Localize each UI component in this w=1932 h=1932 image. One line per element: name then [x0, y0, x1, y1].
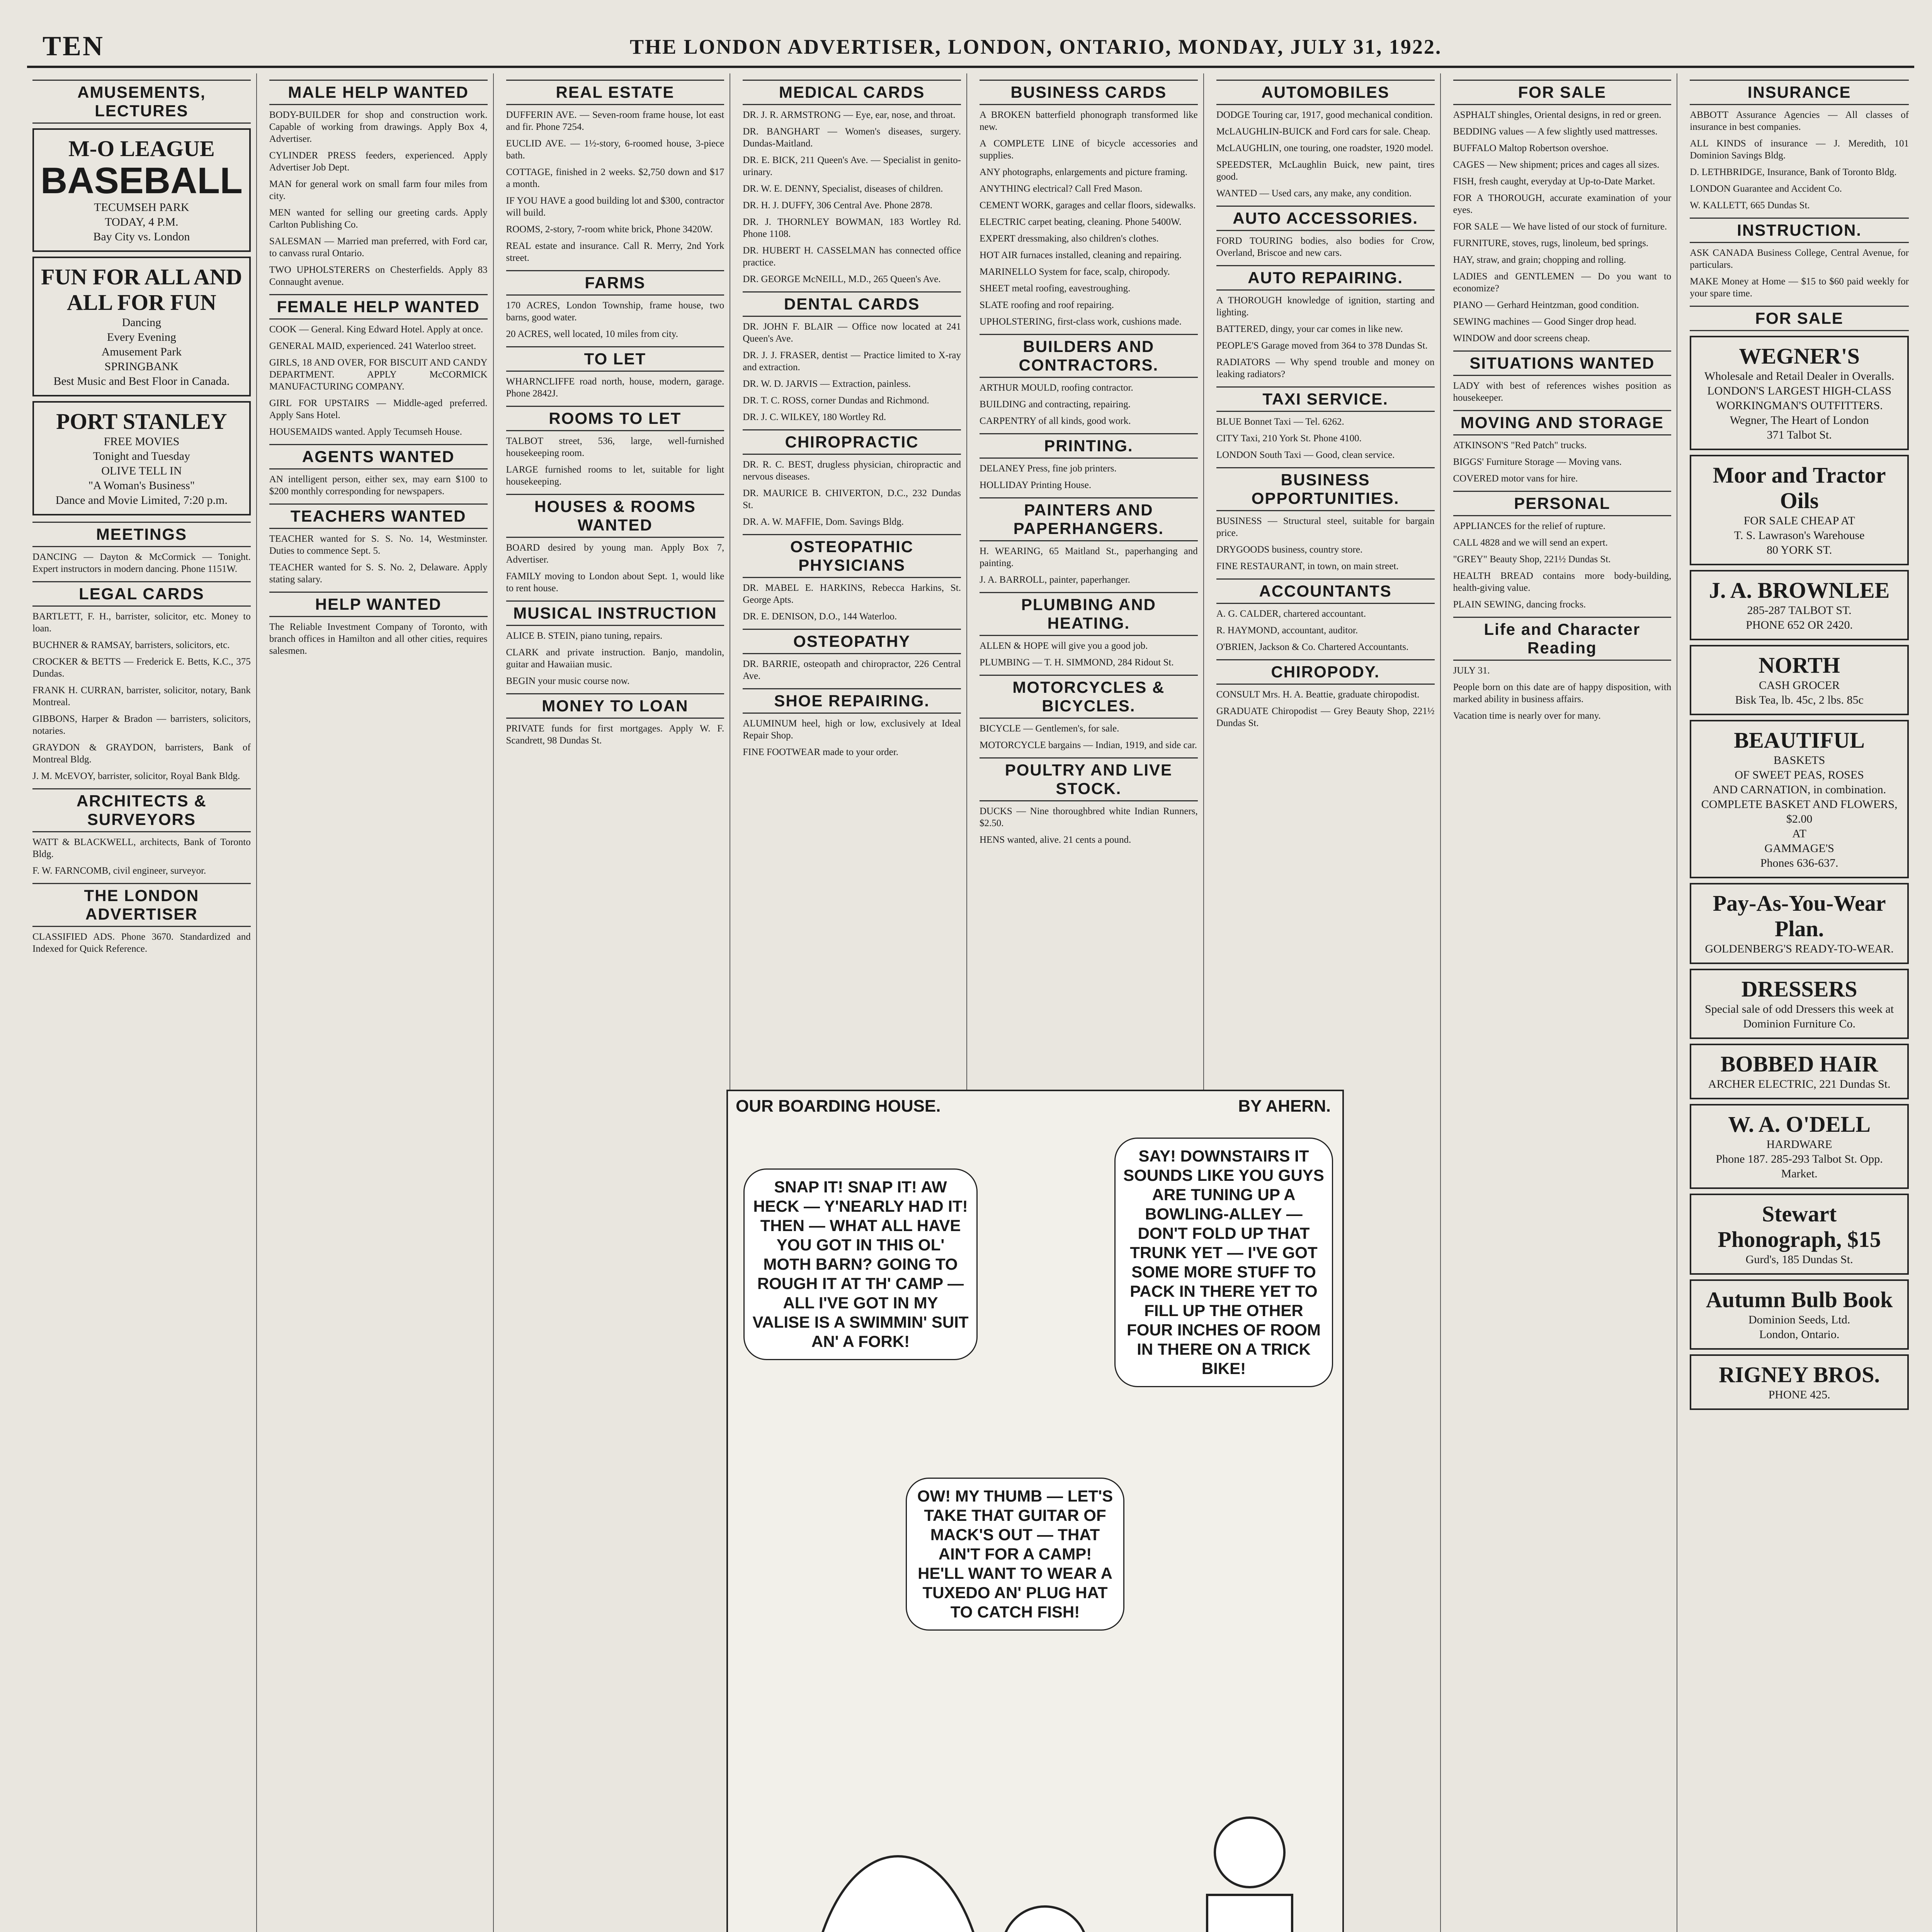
classified-ad: CROCKER & BETTS — Frederick E. Betts, K.C., 375 Dundas.: [32, 656, 251, 679]
classified-ad: BUILDING and contracting, repairing.: [980, 399, 1131, 410]
classified-ad: CAGES — New shipment; prices and cages all sizes.: [1453, 160, 1660, 170]
classified-ad: A BROKEN batterfield phonograph transformed like new.: [980, 110, 1198, 132]
classified-ad: BEDDING values — A few slightly used mattresses.: [1453, 126, 1658, 137]
classified-ad: 170 ACRES, London Township, frame house, two barns, good water.: [506, 300, 724, 323]
ad-line: TODAY, 4 P.M.: [105, 216, 179, 228]
ad-line: ARCHER ELECTRIC, 221 Dundas St.: [1708, 1078, 1891, 1090]
column-header: INSURANCE: [1690, 80, 1909, 105]
classified-ad: FURNITURE, stoves, rugs, linoleum, bed springs.: [1453, 238, 1649, 248]
display-ad: [1690, 1104, 1909, 1189]
classified-ad: HOLLIDAY Printing House.: [980, 480, 1092, 490]
classified-ad: RADIATORS — Why spend trouble and money on leaking radiators?: [1216, 357, 1435, 379]
ad-line: Gurd's, 185 Dundas St.: [1745, 1253, 1853, 1266]
classified-ad: CONSULT Mrs. H. A. Beattie, graduate chiropodist.: [1216, 689, 1420, 700]
section-header: INSTRUCTION.: [1690, 218, 1909, 243]
classified-ad: McLAUGHLIN-BUICK and Ford cars for sale. Cheap.: [1216, 126, 1430, 137]
section-header: DENTAL CARDS: [743, 291, 961, 317]
ad-line: CASH GROCER: [1759, 679, 1840, 692]
section-header: TO LET: [506, 346, 724, 372]
classified-ad: F. W. FARNCOMB, civil engineer, surveyor.: [32, 866, 206, 876]
ad-line: W. A. O'DELL: [1728, 1112, 1871, 1137]
ad-line: $2.00: [1786, 813, 1813, 825]
section-header: LEGAL CARDS: [32, 581, 251, 607]
classified-ad: ROOMS, 2-story, 7-room white brick, Phone 3420W.: [506, 224, 713, 235]
classified-ad: DUFFERIN AVE. — Seven-room frame house, lot east and fir. Phone 7254.: [506, 110, 724, 132]
section-header: PAINTERS AND PAPERHANGERS.: [980, 497, 1198, 541]
classified-ad: CALL 4828 and we will send an expert.: [1453, 537, 1608, 548]
section-header: SITUATIONS WANTED: [1453, 350, 1672, 376]
masthead: [27, 23, 1914, 68]
comic-byline: BY AHERN.: [1238, 1097, 1331, 1116]
ad-line: OLIVE TELL IN: [101, 464, 182, 477]
column-8: [1684, 73, 1914, 1932]
column-1: [27, 73, 257, 1932]
column-7: [1448, 73, 1678, 1932]
classified-ad: BUFFALO Maltop Robertson overshoe.: [1453, 143, 1609, 153]
column-header: REAL ESTATE: [506, 80, 724, 105]
classified-ad: TALBOT street, 536, large, well-furnished housekeeping room.: [506, 436, 724, 458]
classified-ad: FORD TOURING bodies, also bodies for Crow, Overland, Briscoe and new cars.: [1216, 236, 1435, 258]
classified-ad: SALESMAN — Married man preferred, with Ford car, to canvass rural Ontario.: [269, 236, 488, 259]
ad-line: BASKETS: [1773, 754, 1825, 767]
section-header: OSTEOPATHY: [743, 629, 961, 654]
classified-ad: J. A. BARROLL, painter, paperhanger.: [980, 575, 1130, 585]
ad-line: GAMMAGE'S: [1764, 842, 1834, 855]
classified-ad: DR. BARRIE, osteopath and chiropractor, 226 Central Ave.: [743, 659, 961, 681]
classified-ad: ALL KINDS of insurance — J. Meredith, 101 Dominion Savings Bldg.: [1690, 138, 1909, 161]
classified-ad: HAY, straw, and grain; chopping and rolling.: [1453, 255, 1626, 265]
comic-illustration: [751, 1748, 1319, 1932]
classified-ad: FINE RESTAURANT, in town, on main street.: [1216, 561, 1399, 571]
ad-line: BASEBALL: [41, 160, 243, 201]
display-ad: [1690, 1194, 1909, 1275]
ad-line: HARDWARE: [1766, 1138, 1832, 1151]
column-3: [501, 73, 731, 1932]
classified-ad: WANTED — Used cars, any make, any condition.: [1216, 188, 1412, 199]
section-header: CHIROPRACTIC: [743, 429, 961, 455]
classified-ad: FOR SALE — We have listed of our stock of furniture.: [1453, 221, 1667, 232]
column-header: FOR SALE: [1453, 80, 1672, 105]
classified-ad: 20 ACRES, well located, 10 miles from city.: [506, 329, 679, 339]
classified-ad: MAKE Money at Home — $15 to $60 paid weekly for your spare time.: [1690, 276, 1909, 299]
classified-ad: ARTHUR MOULD, roofing contractor.: [980, 383, 1133, 393]
classified-ad: DELANEY Press, fine job printers.: [980, 463, 1117, 474]
ad-line: AND CARNATION, in combination.: [1713, 783, 1886, 796]
section-header: PERSONAL: [1453, 491, 1672, 516]
classified-ad: DR. A. W. MAFFIE, Dom. Savings Bldg.: [743, 517, 904, 527]
display-ad: [1690, 455, 1909, 565]
classified-ad: ASK CANADA Business College, Central Avenue, for particulars.: [1690, 248, 1909, 270]
column-header: MALE HELP WANTED: [269, 80, 488, 105]
classified-ad: DR. J. J. FRASER, dentist — Practice limited to X-ray and extraction.: [743, 350, 961, 372]
classified-ad: BUCHNER & RAMSAY, barristers, solicitors, etc.: [32, 640, 230, 650]
section-header: BUSINESS OPPORTUNITIES.: [1216, 467, 1435, 511]
classified-ad: BUSINESS — Structural steel, suitable for bargain price.: [1216, 516, 1435, 538]
section-header: PLUMBING AND HEATING.: [980, 592, 1198, 636]
classified-ad: PLUMBING — T. H. SIMMOND, 284 Ridout St.: [980, 657, 1174, 668]
ad-line: Best Music and Best Floor in Canada.: [53, 375, 230, 388]
classified-ad: PLAIN SEWING, dancing frocks.: [1453, 599, 1586, 610]
ad-line: 285-287 TALBOT ST.: [1747, 604, 1852, 617]
classified-ad: BATTERED, dingy, your car comes in like new.: [1216, 324, 1403, 334]
classified-ad: EUCLID AVE. — 1½-story, 6-roomed house, 3-piece bath.: [506, 138, 724, 161]
classified-ad: W. KALLETT, 665 Dundas St.: [1690, 200, 1810, 211]
ad-line: PHONE 425.: [1768, 1388, 1830, 1401]
classified-ad: DR. GEORGE McNEILL, M.D., 265 Queen's Ave.: [743, 274, 941, 284]
classified-ad: FISH, fresh caught, everyday at Up-to-Date Market.: [1453, 176, 1655, 187]
classified-ad: DODGE Touring car, 1917, good mechanical condition.: [1216, 110, 1433, 120]
ad-line: Phone 187. 285-293 Talbot St. Opp. Market.: [1716, 1153, 1883, 1180]
display-ad: [1690, 720, 1909, 878]
ad-line: WEGNER'S: [1739, 344, 1860, 369]
speech-bubble-1: SNAP IT! SNAP IT! AW HECK — Y'NEARLY HAD IT! THEN — WHAT ALL HAVE YOU GOT IN THIS OL' MOTH BARN? GOING TO ROUGH IT AT TH' CAMP — ALL I'VE GOT IN MY VALISE IS A SWIMMIN' SUIT AN' A FORK!: [743, 1168, 978, 1360]
classified-info: CLASSIFIED ADS. Phone 3670. Standardized and Indexed for Quick Reference.: [32, 932, 251, 954]
classified-ad: Vacation time is nearly over for many.: [1453, 711, 1601, 721]
ad-line: Wegner, The Heart of London: [1730, 414, 1869, 427]
display-ad: [1690, 883, 1909, 964]
classified-ad: ATKINSON'S "Red Patch" trucks.: [1453, 440, 1587, 451]
ad-line: OF SWEET PEAS, ROSES: [1735, 769, 1864, 781]
classified-ad: DR. W. D. JARVIS — Extraction, painless.: [743, 379, 911, 389]
column-2: [264, 73, 494, 1932]
ad-line: J. A. BROWNLEE: [1709, 578, 1890, 603]
classified-ad: ALUMINUM heel, high or low, exclusively at Ideal Repair Shop.: [743, 718, 961, 741]
ad-line: Amusement Park: [101, 345, 182, 358]
classified-ad: BOARD desired by young man. Apply Box 7, Advertiser.: [506, 543, 724, 565]
classified-ad: FRANK H. CURRAN, barrister, solicitor, notary, Bank Montreal.: [32, 685, 251, 707]
classified-ad: CYLINDER PRESS feeders, experienced. Apply Advertiser Job Dept.: [269, 150, 488, 173]
section-header: MEETINGS: [32, 522, 251, 547]
classified-info-title: THE LONDON ADVERTISER: [32, 883, 251, 927]
ad-line: Moor and Tractor Oils: [1713, 463, 1886, 513]
classified-ad: O'BRIEN, Jackson & Co. Chartered Accountants.: [1216, 642, 1409, 652]
classified-ad: WHARNCLIFFE road north, house, modern, garage. Phone 2842J.: [506, 376, 724, 399]
classified-ad: DANCING — Dayton & McCormick — Tonight. Expert instructors in modern dancing. Phone 1151W.: [32, 552, 251, 574]
section-header: HELP WANTED: [269, 592, 488, 617]
ad-line: 80 YORK ST.: [1767, 544, 1832, 556]
classified-ad: GRAYDON & GRAYDON, barristers, Bank of Montreal Bldg.: [32, 742, 251, 765]
classified-ad: MAN for general work on small farm four miles from city.: [269, 179, 488, 201]
classified-ad: EXPERT dressmaking, also children's clothes.: [980, 233, 1159, 244]
ad-line: FUN FOR ALL AND ALL FOR FUN: [41, 264, 242, 315]
section-header: FARMS: [506, 270, 724, 296]
classified-ad: BARTLETT, F. H., barrister, solicitor, etc. Money to loan.: [32, 611, 251, 634]
display-ad: [1690, 570, 1909, 640]
ad-line: Wholesale and Retail Dealer in Overalls.: [1704, 370, 1895, 383]
classified-ad: "GREY" Beauty Shop, 221½ Dundas St.: [1453, 554, 1611, 565]
classified-ad: ALICE B. STEIN, piano tuning, repairs.: [506, 631, 663, 641]
section-header: MOVING AND STORAGE: [1453, 410, 1672, 435]
ad-line: RIGNEY BROS.: [1719, 1362, 1880, 1387]
section-header: FOR SALE: [1690, 306, 1909, 331]
ad-line: Autumn Bulb Book: [1706, 1287, 1893, 1312]
ad-line: DRESSERS: [1741, 976, 1857, 1002]
ad-line: AT: [1792, 827, 1806, 840]
classified-ad: J. M. McEVOY, barrister, solicitor, Royal Bank Bldg.: [32, 771, 240, 781]
column-header: AUTOMOBILES: [1216, 80, 1435, 105]
classified-ad: SEWING machines — Good Singer drop head.: [1453, 316, 1636, 327]
classified-ad: DR. E. BICK, 211 Queen's Ave. — Specialist in genito-urinary.: [743, 155, 961, 177]
display-ad: [32, 257, 251, 396]
classified-ad: BEGIN your music course now.: [506, 676, 630, 686]
ad-line: Dance and Movie Limited, 7:20 p.m.: [55, 494, 228, 507]
classified-ad: DR. W. E. DENNY, Specialist, diseases of children.: [743, 184, 943, 194]
section-header: BUILDERS AND CONTRACTORS.: [980, 334, 1198, 378]
section-header: FEMALE HELP WANTED: [269, 294, 488, 320]
classified-ad: McLAUGHLIN, one touring, one roadster, 1920 model.: [1216, 143, 1434, 153]
display-ad: [1690, 1279, 1909, 1350]
classified-ad: A COMPLETE LINE of bicycle accessories and supplies.: [980, 138, 1198, 161]
newspaper-title: THE LONDON ADVERTISER, LONDON, ONTARIO, MONDAY, JULY 31, 1922.: [630, 35, 1442, 58]
classified-ad: D. LETHBRIDGE, Insurance, Bank of Toronto Bldg.: [1690, 167, 1897, 177]
ad-line: Phones 636-637.: [1760, 857, 1838, 869]
classified-ad: GIRL FOR UPSTAIRS — Middle-aged preferred. Apply Sans Hotel.: [269, 398, 488, 420]
section-header: Life and Character Reading: [1453, 617, 1672, 661]
classified-ad: HOUSEMAIDS wanted. Apply Tecumseh House.: [269, 427, 462, 437]
display-ad: [1690, 1044, 1909, 1099]
classified-ad: HENS wanted, alive. 21 cents a pound.: [980, 835, 1131, 845]
section-header: ARCHITECTS & SURVEYORS: [32, 788, 251, 832]
classified-ad: COVERED motor vans for hire.: [1453, 473, 1578, 484]
ad-line: Bay City vs. London: [93, 230, 190, 243]
ad-line: FOR SALE CHEAP AT: [1743, 514, 1855, 527]
classified-ad: MEN wanted for selling our greeting cards. Apply Carlton Publishing Co.: [269, 207, 488, 230]
classified-ad: TEACHER wanted for S. S. No. 2, Delaware. Apply stating salary.: [269, 562, 488, 585]
classified-ad: CLARK and private instruction. Banjo, mandolin, guitar and Hawaiian music.: [506, 647, 724, 670]
display-ad: [1690, 1354, 1909, 1410]
classified-ad: BICYCLE — Gentlemen's, for sale.: [980, 723, 1119, 734]
classified-ad: DR. HUBERT H. CASSELMAN has connected office practice.: [743, 245, 961, 268]
classified-ad: LONDON Guarantee and Accident Co.: [1690, 184, 1842, 194]
ad-line: FREE MOVIES: [104, 435, 180, 448]
classified-ad: LADIES and GENTLEMEN — Do you want to economize?: [1453, 271, 1672, 294]
section-header: TEACHERS WANTED: [269, 503, 488, 529]
section-header: AUTO REPAIRING.: [1216, 265, 1435, 291]
classified-ad: The Reliable Investment Company of Toronto, with branch offices in Hamilton and all other cities, requires salesmen.: [269, 622, 488, 656]
section-header: SHOE REPAIRING.: [743, 688, 961, 714]
classified-ad: DR. BANGHART — Women's diseases, surgery. Dundas-Maitland.: [743, 126, 961, 149]
ad-line: Every Evening: [107, 331, 176, 344]
classified-ad: WINDOW and door screens cheap.: [1453, 333, 1590, 344]
classified-ad: DR. JOHN F. BLAIR — Office now located at 241 Queen's Ave.: [743, 321, 961, 344]
classified-ad: HEALTH BREAD contains more body-building, health-giving value.: [1453, 571, 1672, 593]
ad-line: SPRINGBANK: [104, 360, 179, 373]
ad-line: PHONE 652 OR 2420.: [1746, 619, 1853, 631]
classified-ad: JULY 31.: [1453, 665, 1490, 676]
classified-ad: ELECTRIC carpet beating, cleaning. Phone 5400W.: [980, 217, 1182, 227]
classified-ad: GENERAL MAID, experienced. 241 Waterloo street.: [269, 341, 476, 351]
classified-ad: LONDON South Taxi — Good, clean service.: [1216, 450, 1395, 460]
ad-line: Dominion Seeds, Ltd.: [1748, 1313, 1850, 1326]
classified-ad: DR. MAURICE B. CHIVERTON, D.C., 232 Dundas St.: [743, 488, 961, 510]
classified-ad: HOT AIR furnaces installed, cleaning and repairing.: [980, 250, 1182, 260]
classified-ad: GIBBONS, Harper & Bradon — barristers, solicitors, notaries.: [32, 714, 251, 736]
classified-ad: DR. T. C. ROSS, corner Dundas and Richmond.: [743, 395, 929, 406]
classified-ad: TWO UPHOLSTERERS on Chesterfields. Apply 83 Connaught avenue.: [269, 265, 488, 287]
classified-ad: LADY with best of references wishes position as housekeeper.: [1453, 381, 1672, 403]
classified-ad: SLATE roofing and roof repairing.: [980, 300, 1114, 310]
ad-line: TECUMSEH PARK: [94, 201, 189, 214]
section-header: POULTRY AND LIVE STOCK.: [980, 757, 1198, 801]
ad-line: T. S. Lawrason's Warehouse: [1734, 529, 1865, 542]
section-header: ROOMS TO LET: [506, 406, 724, 431]
section-header: AUTO ACCESSORIES.: [1216, 206, 1435, 231]
classified-ad: BLUE Bonnet Taxi — Tel. 6262.: [1216, 417, 1344, 427]
section-header: MONEY TO LOAN: [506, 693, 724, 719]
classified-ad: UPHOLSTERING, first-class work, cushions made.: [980, 316, 1182, 327]
classified-ad: A THOROUGH knowledge of ignition, starting and lighting.: [1216, 295, 1435, 318]
ad-line: Tonight and Tuesday: [93, 450, 190, 463]
classified-ad: GRADUATE Chiropodist — Grey Beauty Shop, 221½ Dundas St.: [1216, 706, 1435, 728]
classified-ad: DR. H. J. DUFFY, 306 Central Ave. Phone 2878.: [743, 200, 933, 211]
ad-line: BOBBED HAIR: [1720, 1051, 1878, 1077]
column-header: AMUSEMENTS, LECTURES: [32, 80, 251, 124]
speech-bubble-2: OW! MY THUMB — LET'S TAKE THAT GUITAR OF MACK'S OUT — THAT AIN'T FOR A CAMP! HE'LL WANT TO WEAR A TUXEDO AN' PLUG HAT TO CATCH FISH!: [906, 1478, 1124, 1631]
ad-line: Special sale of odd Dressers this week at Dominion Furniture Co.: [1705, 1003, 1894, 1030]
ad-line: M-O LEAGUE: [68, 136, 215, 161]
section-header: MOTORCYCLES & BICYCLES.: [980, 675, 1198, 719]
ad-line: Bisk Tea, lb. 45c, 2 lbs. 85c: [1735, 694, 1864, 706]
column-header: MEDICAL CARDS: [743, 80, 961, 105]
classified-ad: DR. MABEL E. HARKINS, Rebecca Harkins, St. George Apts.: [743, 583, 961, 605]
classified-ad: DR. J. THORNLEY BOWMAN, 183 Wortley Rd. Phone 1108.: [743, 217, 961, 239]
display-ad: [1690, 969, 1909, 1039]
classified-ad: CARPENTRY of all kinds, good work.: [980, 416, 1131, 426]
ad-line: NORTH: [1759, 653, 1840, 678]
classified-ad: DR. E. DENISON, D.O., 144 Waterloo.: [743, 611, 897, 622]
classified-ad: FOR A THOROUGH, accurate examination of your eyes.: [1453, 193, 1672, 215]
classified-ad: DUCKS — Nine thoroughbred white Indian Runners, $2.50.: [980, 806, 1198, 828]
classified-ad: COOK — General. King Edward Hotel. Apply at once.: [269, 324, 483, 335]
classified-ad: SPEEDSTER, McLaughlin Buick, new paint, tires good.: [1216, 160, 1435, 182]
section-header: HOUSES & ROOMS WANTED: [506, 494, 724, 538]
ad-line: London, Ontario.: [1759, 1328, 1840, 1341]
classified-ad: ALLEN & HOPE will give you a good job.: [980, 641, 1148, 651]
classified-ad: AN intelligent person, either sex, may earn $100 to $200 monthly corresponding for newspapers.: [269, 474, 488, 497]
classified-ad: ANY photographs, enlargements and picture framing.: [980, 167, 1188, 177]
display-ad: [1690, 645, 1909, 715]
display-ad: [32, 401, 251, 515]
classified-ad: R. HAYMOND, accountant, auditor.: [1216, 625, 1358, 636]
page-number: TEN: [43, 31, 105, 61]
classified-ad: APPLIANCES for the relief of rupture.: [1453, 521, 1605, 531]
classified-ad: ASPHALT shingles, Oriental designs, in red or green.: [1453, 110, 1662, 120]
display-ad: [1690, 336, 1909, 450]
classified-ad: TEACHER wanted for S. S. No. 14, Westminster. Duties to commence Sept. 5.: [269, 534, 488, 556]
classified-ad: ANYTHING electrical? Call Fred Mason.: [980, 184, 1143, 194]
section-header: CHIROPODY.: [1216, 659, 1435, 685]
classified-ad: BIGGS' Furniture Storage — Moving vans.: [1453, 457, 1622, 467]
classified-ad: FINE FOOTWEAR made to your order.: [743, 747, 898, 757]
classified-ad: DR. J. R. ARMSTRONG — Eye, ear, nose, and throat.: [743, 110, 956, 120]
ad-line: Dancing: [122, 316, 162, 329]
classified-ad: DR. J. C. WILKEY, 180 Wortley Rd.: [743, 412, 886, 422]
display-ad: [32, 128, 251, 252]
classified-ad: REAL estate and insurance. Call R. Merry, 2nd York street.: [506, 241, 724, 263]
classified-ad: WATT & BLACKWELL, architects, Bank of Toronto Bldg.: [32, 837, 251, 859]
classified-ad: IF YOU HAVE a good building lot and $300, contractor will build.: [506, 196, 724, 218]
classified-ad: FAMILY moving to London about Sept. 1, would like to rent house.: [506, 571, 724, 594]
ad-line: 371 Talbot St.: [1767, 429, 1832, 441]
classified-ad: CEMENT WORK, garages and cellar floors, sidewalks.: [980, 200, 1196, 211]
ad-line: BEAUTIFUL: [1734, 728, 1865, 753]
classified-ad: COTTAGE, finished in 2 weeks. $2,750 down and $17 a month.: [506, 167, 724, 189]
classified-ad: LARGE furnished rooms to let, suitable for light housekeeping.: [506, 464, 724, 487]
section-header: TAXI SERVICE.: [1216, 386, 1435, 412]
classified-ad: DR. R. C. BEST, drugless physician, chiropractic and nervous diseases.: [743, 459, 961, 482]
classified-ad: PIANO — Gerhard Heintzman, good condition.: [1453, 300, 1639, 310]
ad-line: Stewart Phonograph, $15: [1718, 1201, 1881, 1252]
ad-line: PORT STANLEY: [56, 409, 227, 434]
classified-ad: CITY Taxi, 210 York St. Phone 4100.: [1216, 433, 1362, 444]
classified-ad: GIRLS, 18 AND OVER, FOR BISCUIT AND CANDY DEPARTMENT. APPLY McCORMICK MANUFACTURING COMPANY.: [269, 357, 488, 392]
ad-line: GOLDENBERG'S READY-TO-WEAR.: [1705, 942, 1894, 955]
classified-ad: PRIVATE funds for first mortgages. Apply W. F. Scandrett, 98 Dundas St.: [506, 723, 724, 746]
classified-ad: ABBOTT Assurance Agencies — All classes of insurance in best companies.: [1690, 110, 1909, 132]
classified-ad: MOTORCYCLE bargains — Indian, 1919, and side car.: [980, 740, 1197, 750]
classified-ad: DRYGOODS business, country store.: [1216, 544, 1363, 555]
classified-ad: MARINELLO System for face, scalp, chiropody.: [980, 267, 1170, 277]
ad-line: LONDON'S LARGEST HIGH-CLASS WORKINGMAN'S OUTFITTERS.: [1707, 384, 1891, 412]
classified-ad: PEOPLE'S Garage moved from 364 to 378 Dundas St.: [1216, 340, 1428, 351]
classified-ad: People born on this date are of happy disposition, with marked ability in business affairs.: [1453, 682, 1672, 704]
section-header: PRINTING.: [980, 433, 1198, 459]
comic-strip: [726, 1090, 1344, 1932]
section-header: OSTEOPATHIC PHYSICIANS: [743, 534, 961, 578]
speech-bubble-3: SAY! DOWNSTAIRS IT SOUNDS LIKE YOU GUYS ARE TUNING UP A BOWLING-ALLEY — DON'T FOLD UP THAT TRUNK YET — I'VE GOT SOME MORE STUFF TO PACK IN THERE YET TO FILL UP THE OTHER FOUR INCHES OF ROOM IN THERE ON A TRICK BIKE!: [1114, 1138, 1333, 1387]
column-header: BUSINESS CARDS: [980, 80, 1198, 105]
classified-ad: A. G. CALDER, chartered accountant.: [1216, 609, 1366, 619]
classified-ad: SHEET metal roofing, eavestroughing.: [980, 283, 1131, 294]
comic-title: OUR BOARDING HOUSE.: [736, 1097, 941, 1116]
classified-ad: H. WEARING, 65 Maitland St., paperhanging and painting.: [980, 546, 1198, 568]
classified-ad: BODY-BUILDER for shop and construction work. Capable of working from drawings. Apply Box 4, Advertiser.: [269, 110, 488, 144]
ad-line: Pay-As-You-Wear Plan.: [1713, 891, 1886, 941]
ad-line: "A Woman's Business": [88, 479, 195, 492]
section-header: AGENTS WANTED: [269, 444, 488, 469]
section-header: MUSICAL INSTRUCTION: [506, 600, 724, 626]
ad-line: COMPLETE BASKET AND FLOWERS,: [1701, 798, 1898, 811]
section-header: ACCOUNTANTS: [1216, 578, 1435, 604]
